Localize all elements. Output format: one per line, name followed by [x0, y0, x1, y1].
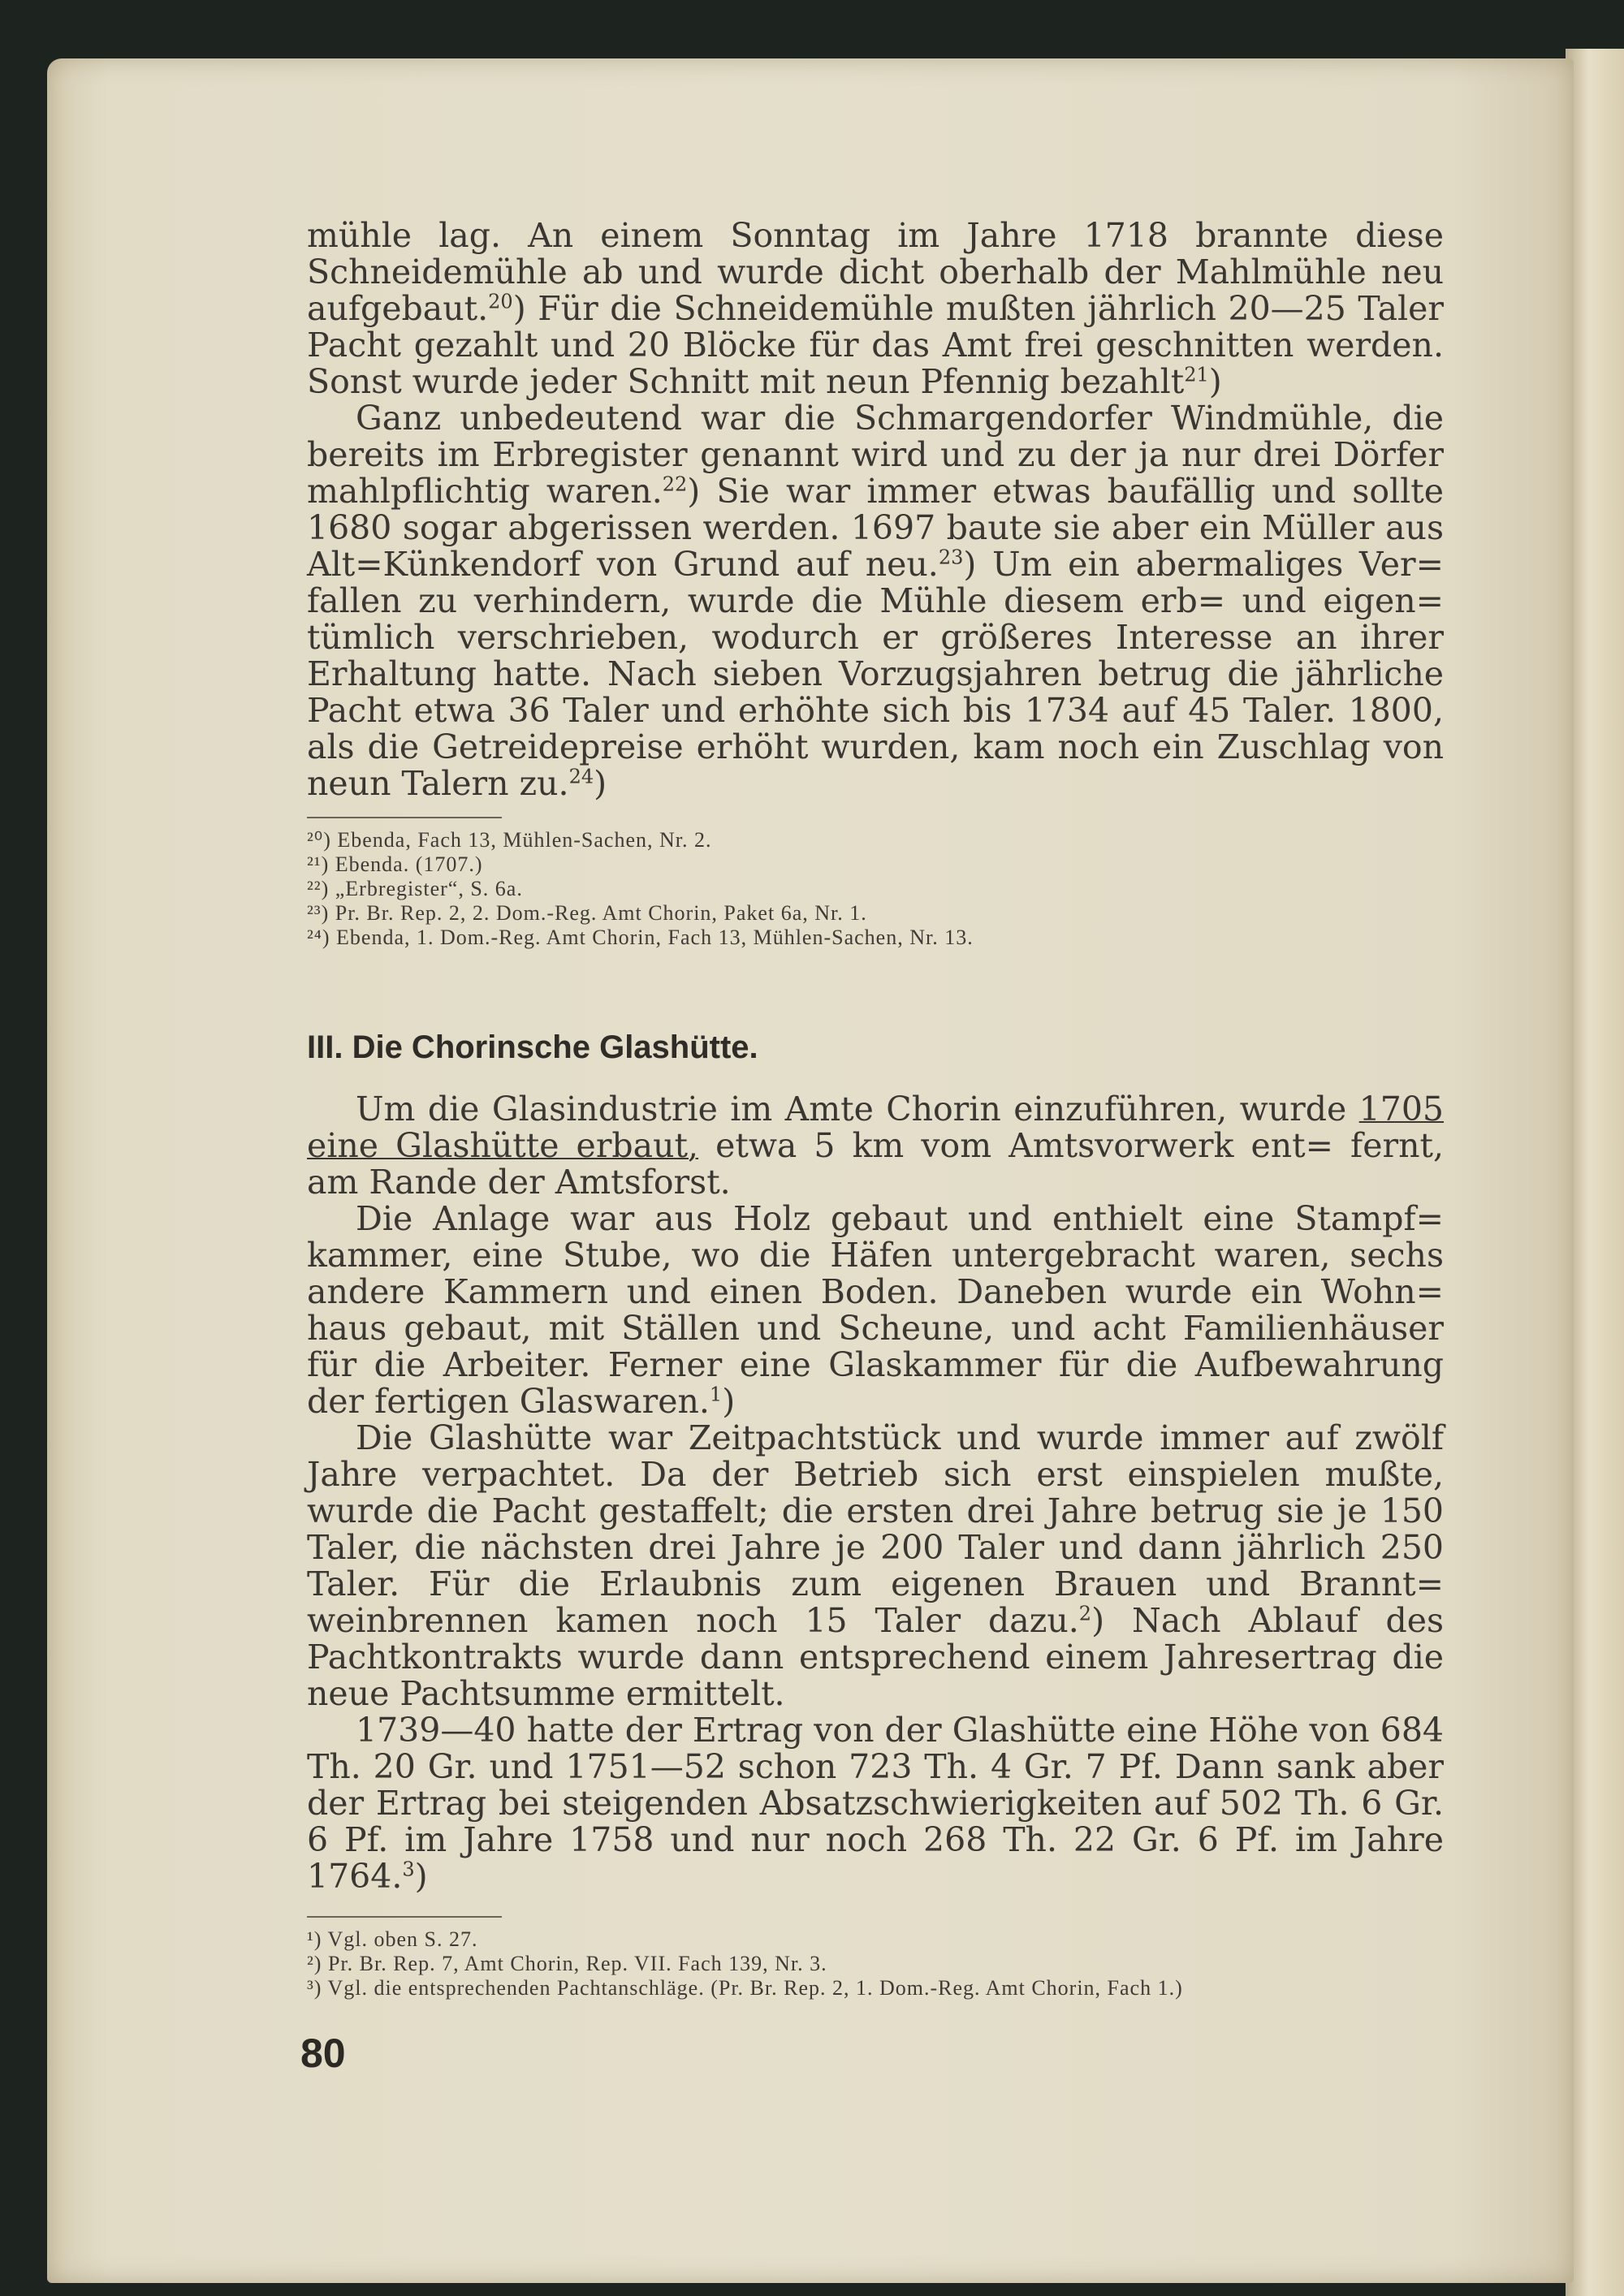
footnote: ²¹) Ebenda. (1707.)	[307, 852, 483, 876]
footnote: ²³) Pr. Br. Rep. 2, 2. Dom.-Reg. Amt Chorin, Paket 6a, Nr. 1.	[307, 901, 867, 925]
main-text-top	[307, 218, 1444, 802]
footnote-rule	[307, 1916, 502, 1918]
footnote: ²) Pr. Br. Rep. 7, Amt Chorin, Rep. VII. Fach 139, Nr. 3.	[307, 1952, 827, 1975]
section-paragraph-3: Die Glashütte war Zeitpachtstück und wurde immer auf zwölf Jahre verpachtet. Da der Betrieb sich erst einspielen mußte, wurde die Pacht gestaffelt; die ersten drei Jahre betrug sie je 150 Taler, die nächsten drei Jahre je 200 Taler und dann jährlich 250 Taler. Für die Erlaubnis zum eigenen Brauen und Brannt= weinbrennen kamen noch 15 Taler dazu.$^2$) Nach Ablauf des Pachtkontrakts wurde dann entsprechend einem Jahresertrag die neue Pachtsumme ermittelt.	[307, 1418, 1445, 1713]
footnotes-top	[307, 828, 1444, 950]
adjacent-page-edge	[1566, 49, 1624, 2296]
footnotes-bottom	[307, 1927, 1444, 2000]
section-paragraph-1: Um die Glasindustrie im Amte Chorin einzuführen, wurde 1705 eine Glashütte erbaut, etwa 5 km vom Amtsvorwerk ent= fernt, am Rande der Amtsforst.	[307, 1090, 1444, 1202]
paragraph-1: mühle lag. An einem Sonntag im Jahre 1718 brannte diese Schneidemühle ab und wurde dicht oberhalb der Mahlmühle neu aufgebaut.$^{20}$) Für die Schneidemühle mußten jährlich 20—25 Taler Pacht gezahlt und 20 Blöcke für das Amt frei geschnitten werden. Sonst wurde jeder Schnitt mit neun Pfennig bezahlt$^{21}$)	[307, 216, 1444, 401]
paragraph-2: Ganz unbedeutend war die Schmargendorfer Windmühle, die bereits im Erbregister genannt wird und zu der ja nur drei Dörfer mahlpflichtig waren.$^{22}$) Sie war immer etwas baufällig und sollte 1680 sogar abgerissen werden. 1697 baute sie aber ein Müller aus Alt=Künkendorf von Grund auf neu.$^{23}$) Um ein abermaliges Ver= fallen zu verhindern, wurde die Mühle diesem erb= und eigen= tümlich verschrieben, wodurch er größeres Interesse an ihrer Erhaltung hatte. Nach sieben Vorzugsjahren betrug die jährliche Pacht etwa 36 Taler und erhöhte sich bis 1734 auf 45 Taler. 1800, als die Getreidepreise erhöht wurden, kam noch ein Zuschlag von neun Talern zu.$^{24}$)	[307, 399, 1444, 803]
footnote: ²⁴) Ebenda, 1. Dom.-Reg. Amt Chorin, Fach 13, Mühlen-Sachen, Nr. 13.	[307, 926, 974, 949]
section-heading: III. Die Chorinsche Glashütte.	[307, 1029, 758, 1065]
footnote: ¹) Vgl. oben S. 27.	[307, 1927, 478, 1951]
main-text-section	[307, 1091, 1444, 1895]
section-paragraph-2: Die Anlage war aus Holz gebaut und enthielt eine Stampf= kammer, eine Stube, wo die Häfen untergebracht waren, sechs andere Kammern und einen Boden. Daneben wurde ein Wohn= haus gebaut, mit Ställen und Scheune, und acht Familienhäuser für die Arbeiter. Ferner eine Glaskammer für die Aufbewahrung der fertigen Glaswaren.$^1$)	[307, 1199, 1444, 1421]
page-number: 80	[300, 2031, 346, 2076]
section-paragraph-4: 1739—40 hatte der Ertrag von der Glashütte eine Höhe von 684 Th. 20 Gr. und 1751—52 schon 723 Th. 4 Gr. 7 Pf. Dann sank aber der Ertrag bei steigenden Absatzschwierigkeiten auf 502 Th. 6 Gr. 6 Pf. im Jahre 1758 und nur noch 268 Th. 22 Gr. 6 Pf. im Jahre 1764.$^3$)	[307, 1711, 1444, 1896]
footnote: ²²) „Erbregister“, S. 6a.	[307, 877, 523, 900]
footnote: ³) Vgl. die entsprechenden Pachtanschläge. (Pr. Br. Rep. 2, 1. Dom.-Reg. Amt Chorin, Fach 1.)	[307, 1976, 1183, 2000]
footnote-rule	[307, 817, 502, 818]
footnote: ²⁰) Ebenda, Fach 13, Mühlen-Sachen, Nr. 2.	[307, 828, 712, 852]
